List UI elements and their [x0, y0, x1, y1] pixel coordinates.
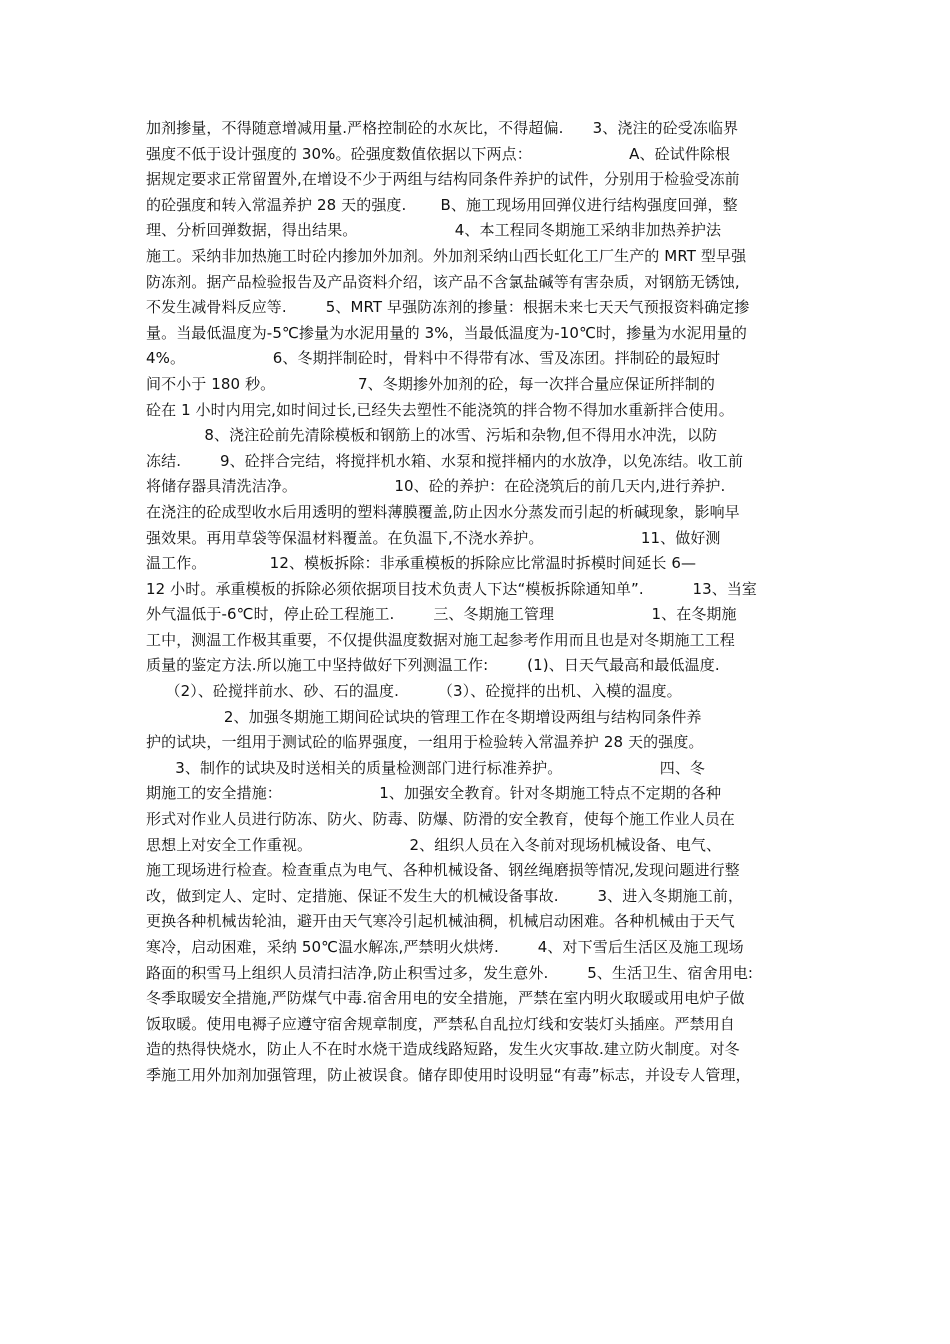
text-line: 12 小时。承重模板的拆除必须依据项目技术负责人下达“模板拆除通知单”. 13、当室 [146, 579, 758, 598]
text-line: 在浇注的砼成型收水后用透明的塑料薄膜覆盖,防止因水分蒸发而引起的析碱现象，影响早 [146, 502, 740, 521]
text-line: 造的热得快烧水，防止人不在时水烧干造成线路短路，发生火灾事故.建立防火制度。对冬 [146, 1040, 740, 1059]
text-line: 外气温低于-6℃时，停止砼工程施工. 三、冬期施工管理 1、在冬期施 [146, 605, 737, 624]
text-line: 强效果。再用草袋等保温材料覆盖。在负温下,不浇水养护。 11、做好测 [146, 528, 721, 547]
text-line: 寒冷，启动困难，采纳 50℃温水解冻,严禁明火烘烤. 4、对下雪后生活区及施工现场 [146, 938, 744, 956]
text-line: 质量的鉴定方法.所以施工中坚持做好下列测温工作: (1)、日天气最高和最低温度. [146, 656, 720, 675]
text-line: 2、加强冬期施工期间砼试块的管理工作在冬期增设两组与结构同条件养 [146, 707, 702, 726]
text-line: 冬季取暖安全措施,严防煤气中毒.宿舍用电的安全措施，严禁在室内明火取暖或用电炉子做 [146, 989, 745, 1008]
text-line: 8、浇注砼前先清除模板和钢筋上的冰雪、污垢和杂物,但不得用水冲洗，以防 [146, 426, 718, 445]
text-line: （2）、砼搅拌前水、砂、石的温度. （3）、砼搅拌的出机、入模的温度。 [146, 682, 682, 701]
text-line: 冻结. 9、砼拌合完结，将搅拌机水箱、水泵和搅拌桶内的水放净，以免冻结。收工前 [146, 451, 744, 470]
text-line: 施工。采纳非加热施工时砼内掺加外加剂。外加剂采纳山西长虹化工厂生产的 MRT 型早强 [146, 246, 747, 265]
text-line: 温工作。 12、模板拆除：非承重模板的拆除应比常温时拆模时间延长 6— [146, 554, 697, 573]
text-line: 形式对作业人员进行防冻、防火、防毒、防爆、防滑的安全教育，使每个施工作业人员在 [146, 810, 735, 829]
text-line: 防冻剂。据产品检验报告及产品资料介绍，该产品不含氯盐碱等有害杂质，对钢筋无锈蚀, [146, 272, 740, 291]
text-line: 3、制作的试块及时送相关的质量检测部门进行标准养护。 四、冬 [146, 758, 706, 777]
text-line: 量。当最低温度为-5℃掺量为水泥用量的 3%，当最低温度为-10℃时，掺量为水泥用量的 [146, 323, 748, 342]
text-line: 加剂掺量，不得随意增减用量.严格控制砼的水灰比，不得超偏. 3、浇注的砼受冻临界 [146, 119, 739, 137]
text-line: 4%。 6、冬期拌制砼时，骨料中不得带有冰、雪及冻团。拌制砼的最短时 [146, 349, 721, 368]
body-text [146, 116, 826, 1089]
text-line: 思想上对安全工作重视。 2、组织人员在入冬前对现场机械设备、电气、 [146, 835, 722, 854]
text-line: 间不小于 180 秒。 7、冬期掺外加剂的砼，每一次拌合量应保证所拌制的 [146, 374, 715, 393]
text-line: 将储存器具清洗洁净。 10、砼的养护：在砼浇筑后的前几天内,进行养护. [146, 477, 726, 496]
text-line: 的砼强度和转入常温养护 28 天的强度. B、施工现场用回弹仪进行结构强度回弹，整 [146, 195, 738, 214]
text-line: 工中，测温工作极其重要，不仅提供温度数据对施工起参考作用而且也是对冬期施工工程 [146, 630, 735, 649]
text-line: 路面的积雪马上组织人员清扫洁净,防止积雪过多，发生意外. 5、生活卫生、宿舍用电: [146, 963, 754, 982]
text-line: 不发生减骨料反应等. 5、MRT 早强防冻剂的掺量：根据未来七天天气预报资料确定掺 [146, 298, 750, 317]
text-line: 强度不低于设计强度的 30%。砼强度数值依据以下两点： A、砼试件除根 [146, 144, 731, 163]
text-line: 改，做到定人、定时、定措施、保证不发生大的机械设备事故. 3、进入冬期施工前， [146, 886, 744, 905]
text-line: 更换各种机械齿轮油，避开由天气寒冷引起机械油稠，机械启动困难。各种机械由于天气 [146, 912, 735, 931]
text-line: 施工现场进行检查。检查重点为电气、各种机械设备、钢丝绳磨损等情况,发现问题进行整 [146, 861, 740, 880]
text-line: 季施工用外加剂加强管理，防止被误食。储存即使用时设明显“有毒”标志，并设专人管理， [146, 1065, 751, 1084]
text-line: 理、分析回弹数据，得出结果。 4、本工程同冬期施工采纳非加热养护法 [146, 221, 722, 240]
text-line: 据规定要求正常留置外,在增设不少于两组与结构同条件养护的试件，分别用于检验受冻前 [146, 170, 740, 189]
text-line: 饭取暖。使用电褥子应遵守宿舍规章制度，严禁私自乱拉灯线和安装灯头插座。严禁用自 [146, 1014, 735, 1033]
text-line: 护的试块，一组用于测试砼的临界强度，一组用于检验转入常温养护 28 天的强度。 [146, 733, 704, 752]
text-line: 砼在 1 小时内用完,如时间过长,已经失去塑性不能浇筑的拌合物不得加水重新拌合使用。 [146, 400, 734, 419]
text-line: 期施工的安全措施： 1、加强安全教育。针对冬期施工特点不定期的各种 [146, 784, 722, 803]
